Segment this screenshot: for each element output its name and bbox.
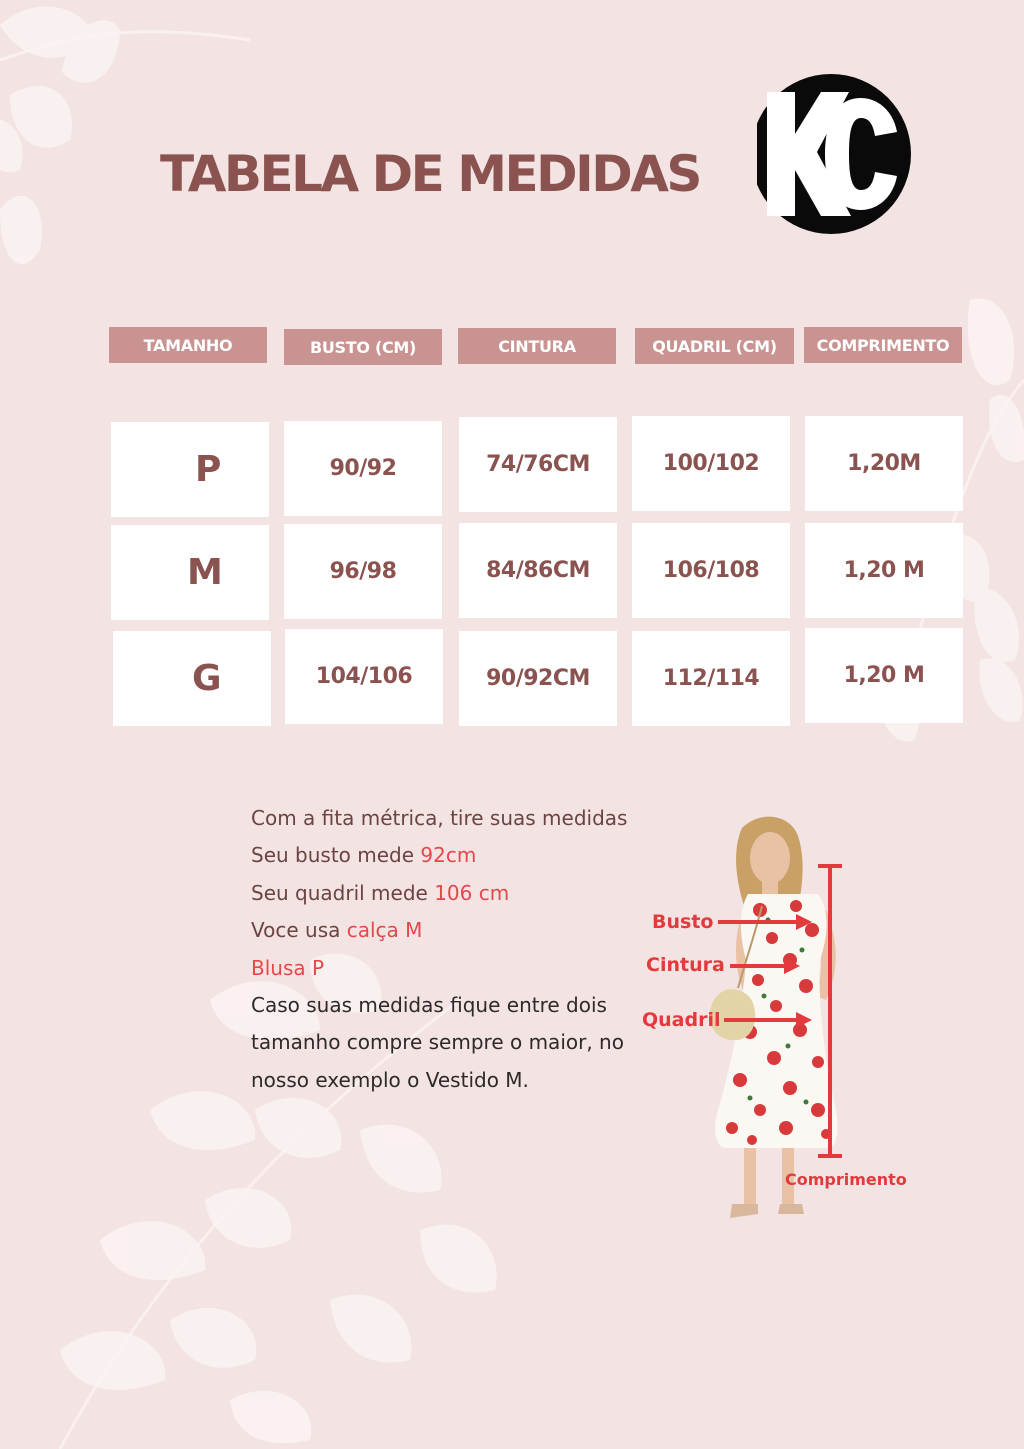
instruction-line: tamanho compre sempre o maior, no <box>251 1030 624 1055</box>
comprimento-g-cell: 1,20 M <box>805 628 963 723</box>
instruction-line: Caso suas medidas fique entre dois <box>251 993 607 1018</box>
instruction-line: Seu quadril mede 106 cm <box>251 880 510 905</box>
bust-value: 92cm <box>420 843 477 868</box>
header-busto: BUSTO (CM) <box>284 329 442 365</box>
instruction-line: Seu busto mede 92cm <box>251 843 477 868</box>
header-tamanho: TAMANHO <box>109 327 267 363</box>
quadril-m-cell: 106/108 <box>632 523 790 618</box>
cintura-p-cell: 74/76CM <box>459 417 617 512</box>
header-quadril: QUADRIL (CM) <box>635 328 794 364</box>
size-g-cell: G <box>113 631 271 726</box>
page-title: TABELA DE MEDIDAS <box>160 145 700 203</box>
brand-logo <box>745 70 913 238</box>
busto-m-cell: 96/98 <box>284 524 442 619</box>
instruction-line: Com a fita métrica, tire suas medidas <box>251 806 628 830</box>
size-p-cell: P <box>111 422 269 517</box>
header-cintura: CINTURA <box>458 328 616 364</box>
measurement-instructions <box>251 800 631 1099</box>
pants-size: calça M <box>346 918 423 943</box>
label-quadril: Quadril <box>642 1009 721 1031</box>
instruction-line: Voce usa calça M <box>251 918 423 943</box>
label-cintura: Cintura <box>646 954 725 976</box>
busto-p-cell: 90/92 <box>284 421 442 516</box>
instruction-line: nosso exemplo o Vestido M. <box>251 1067 529 1092</box>
label-busto: Busto <box>652 911 714 933</box>
header-comprimento: COMPRIMENTO <box>804 327 962 363</box>
blouse-size: Blusa P <box>251 955 325 980</box>
comprimento-p-cell: 1,20M <box>805 416 963 511</box>
size-m-cell: M <box>111 525 269 620</box>
label-comprimento: Comprimento <box>785 1170 907 1189</box>
hip-value: 106 cm <box>434 880 510 905</box>
cintura-m-cell: 84/86CM <box>459 523 617 618</box>
busto-g-cell: 104/106 <box>285 629 443 724</box>
quadril-g-cell: 112/114 <box>632 631 790 726</box>
cintura-g-cell: 90/92CM <box>459 631 617 726</box>
quadril-p-cell: 100/102 <box>632 416 790 511</box>
comprimento-m-cell: 1,20 M <box>805 523 963 618</box>
